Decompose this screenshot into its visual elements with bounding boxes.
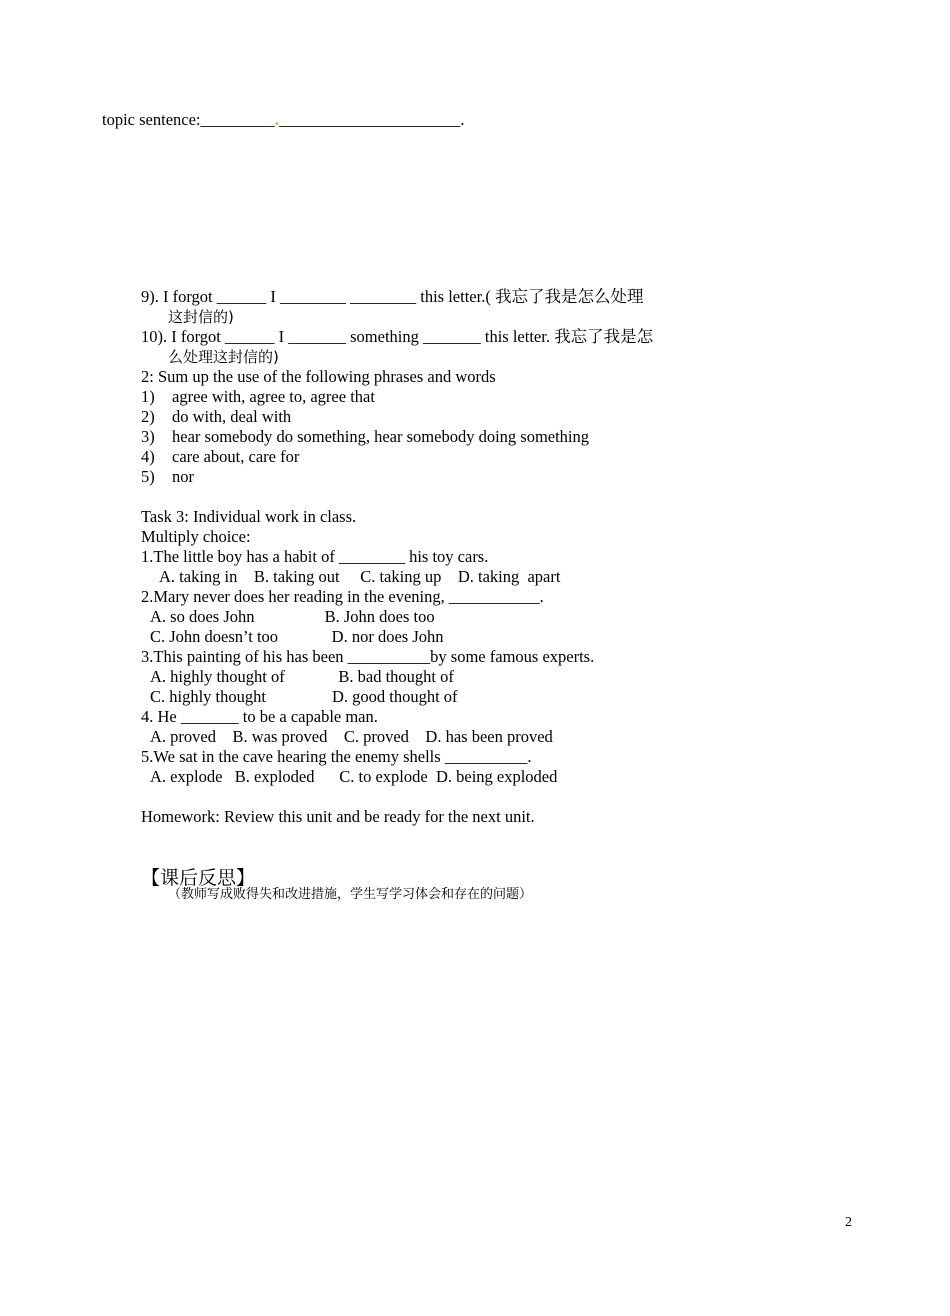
list-item-text: nor (172, 467, 194, 486)
list-item (141, 407, 155, 427)
reflection-note: （教师写成败得失和改进措施，学生写学习体会和存在的问题） (168, 887, 533, 902)
mc-question-1: 1.The little boy has a habit of ________ his toy cars. (141, 547, 489, 566)
question-10-line-2: 么处理这封信的) (168, 348, 279, 366)
question-9-line-2: 这封信的) (168, 308, 234, 326)
topic-label-rest: ence:_________ (165, 110, 275, 129)
topic-sentence-line (102, 110, 465, 130)
mc-options: A. so does John B. John does too (150, 607, 435, 626)
mc-options: A. proved B. was proved C. proved D. has been proved (150, 727, 553, 746)
mc-question-3: 3.This painting of his has been __________by some famous experts. (141, 647, 595, 666)
multiple-choice-heading: Multiply choice: (141, 527, 251, 546)
question-10-line-1: 10). I forgot ______ I _______ something _______ this letter. 我忘了我是怎 (141, 327, 654, 346)
list-item-text: do with, deal with (172, 407, 292, 426)
list-number: 5) (141, 467, 155, 486)
reflection-heading: 【课后反思】 (141, 867, 256, 889)
list-number: 4) (141, 447, 155, 466)
list-number: 3) (141, 427, 155, 446)
mc-options: A. explode B. exploded C. to explode D. being exploded (150, 767, 558, 786)
mc-options: A. taking in B. taking out C. taking up D. taking apart (159, 567, 561, 586)
mc-question-4: 4. He _______ to be a capable man. (141, 707, 378, 726)
mc-options: C. highly thought D. good thought of (150, 687, 458, 706)
topic-blank: ______________________. (278, 110, 465, 129)
task-3-title: Task 3: Individual work in class. (141, 507, 357, 526)
page-number: 2 (845, 1215, 852, 1230)
mc-options: A. highly thought of B. bad thought of (150, 667, 454, 686)
list-item-text: care about, care for (172, 447, 300, 466)
mc-question-2: 2.Mary never does her reading in the evening, ___________. (141, 587, 544, 606)
homework-line: Homework: Review this unit and be ready for the next unit. (141, 807, 535, 826)
list-number: 1) (141, 387, 155, 406)
topic-label: topic sent (102, 110, 166, 129)
highlight-dot: . (274, 110, 279, 129)
list-number: 2) (141, 407, 155, 426)
list-item (141, 447, 155, 467)
list-item-text: agree with, agree to, agree that (172, 387, 375, 406)
mc-question-5: 5.We sat in the cave hearing the enemy shells __________. (141, 747, 532, 766)
mc-options: C. John doesn’t too D. nor does John (150, 627, 444, 646)
list-item (141, 427, 155, 447)
section-2-title: 2: Sum up the use of the following phrases and words (141, 367, 496, 386)
list-item-text: hear somebody do something, hear somebody doing something (172, 427, 590, 446)
question-9-line-1: 9). I forgot ______ I ________ ________ this letter.( 我忘了我是怎么处理 (141, 287, 644, 306)
list-item (141, 467, 155, 487)
list-item (141, 387, 155, 407)
